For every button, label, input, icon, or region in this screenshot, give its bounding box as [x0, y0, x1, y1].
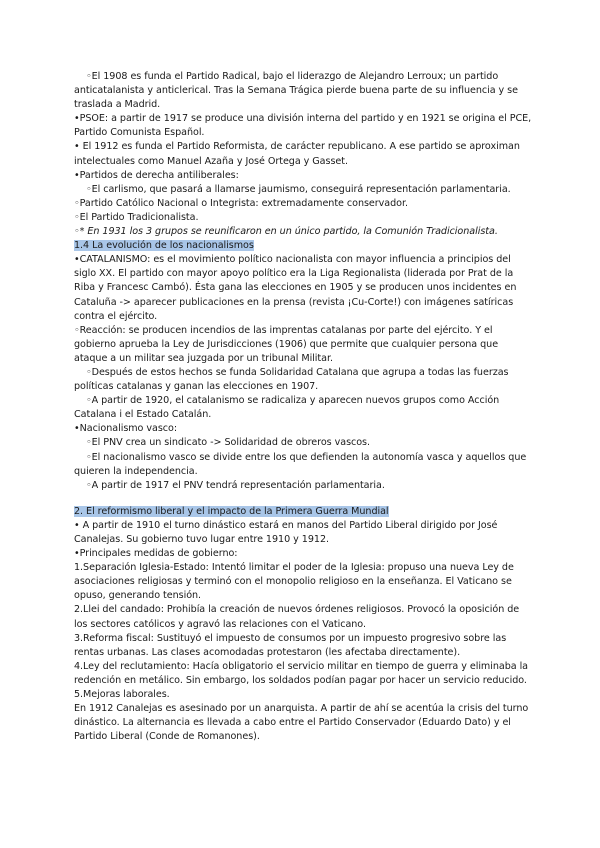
- text-line-content: •CATALANISMO: es el movimiento político nacionalista con mayor influencia a principios del: [74, 254, 511, 266]
- section-heading-text: 2. El reformismo liberal y el impacto de la Primera Guerra Mundial: [74, 505, 389, 517]
- text-line-content: opuso, generando tensión.: [74, 590, 202, 602]
- text-line-content: •Principales medidas de gobierno:: [74, 548, 238, 560]
- text-line: [74, 98, 524, 112]
- text-line: [74, 618, 524, 632]
- text-line-content: •Nacionalismo vasco:: [74, 423, 178, 435]
- text-line: [74, 716, 524, 730]
- text-line-content: quieren la independencia.: [74, 465, 198, 477]
- text-line-content: los sectores católicos y agravó las relaciones con el Vaticano.: [74, 618, 366, 630]
- text-line: [74, 730, 524, 744]
- text-line-content: asociaciones religiosas y terminó con el monopolio religioso en la enseñanza. El Vaticano se: [74, 576, 512, 588]
- text-line-content: En 1912 Canalejas es asesinado por un anarquista. A partir de ahí se acentúa la crisis del turno: [74, 703, 529, 715]
- section-gap: [74, 493, 524, 505]
- section-heading: [74, 239, 524, 253]
- text-line-content: ◦El Partido Tradicionalista.: [74, 211, 199, 223]
- text-line: [74, 674, 527, 688]
- text-block-partidos-nacionalismos: [74, 70, 532, 493]
- text-line: [74, 197, 524, 211]
- text-line: [74, 660, 529, 674]
- text-line-content: contra el ejército.: [74, 310, 158, 322]
- text-line: [74, 436, 524, 450]
- text-line: [74, 519, 524, 533]
- text-line: [74, 155, 524, 169]
- text-line: [74, 267, 524, 281]
- text-line: [74, 632, 524, 646]
- text-line-content: ◦Después de estos hechos se funda Solidaridad Catalana que agrupa a todas las fuerzas: [86, 366, 509, 378]
- text-line: [74, 533, 524, 547]
- text-line: [74, 561, 524, 575]
- text-line-content: gobierno aprueba la Ley de Jurisdicciones (1906) que permite que cualquier persona que: [74, 338, 499, 350]
- text-line-content: ◦El nacionalismo vasco se divide entre los que defienden la autonomía vasca y aquellos que: [86, 451, 527, 463]
- document-page: [74, 70, 532, 744]
- text-line: [74, 70, 524, 84]
- text-line: [74, 225, 524, 239]
- text-line-content: Cataluña -> aparecer publicaciones en la prensa (revista ¡Cu-Corte!) con imágenes satíricas: [74, 296, 514, 308]
- text-line-content: ◦El PNV crea un sindicato -> Solidaridad de obreros vascos.: [86, 437, 371, 449]
- text-line-content: intelectuales como Manuel Azaña y José Ortega y Gasset.: [74, 155, 348, 167]
- text-line: [74, 688, 524, 702]
- text-line-content: rentas urbanas. Las clases acomodadas protestaron (les afectaba directamente).: [74, 646, 461, 658]
- text-line: [74, 465, 524, 479]
- section-heading-text: 1.4 La evolución de los nacionalismos: [74, 240, 254, 252]
- text-line: [74, 380, 524, 394]
- text-line: [74, 281, 524, 295]
- text-line-content: ◦A partir de 1920, el catalanismo se radicaliza y aparecen nuevos grupos como Acción: [86, 395, 500, 407]
- text-line-content: siglo XX. El partido con mayor apoyo político era la Liga Regionalista (liderada por Prat de la: [74, 268, 514, 280]
- text-line-content: traslada a Madrid.: [74, 99, 161, 111]
- text-line-content: • A partir de 1910 el turno dinástico estará en manos del Partido Liberal dirigido por José: [74, 519, 498, 531]
- text-line: [74, 603, 524, 617]
- text-block-reformismo-liberal: [74, 505, 529, 745]
- text-line-content: anticatalanista y anticlerical. Tras la Semana Trágica pierde buena parte de su influencia y se: [74, 85, 518, 97]
- text-line: [74, 84, 524, 98]
- text-line-content: 1.Separación Iglesia-Estado: Intentó limitar el poder de la Iglesia: propuso una nueva Ley de: [74, 562, 514, 574]
- text-line-content: ◦Reacción: se producen incendios de las imprentas catalanas por parte del ejército. Y el: [74, 324, 493, 336]
- text-line: [74, 183, 524, 197]
- text-line: [74, 547, 524, 561]
- text-line-content: ◦A partir de 1917 el PNV tendrá representación parlamentaria.: [86, 479, 385, 491]
- text-line-content: ◦* En 1931 los 3 grupos se reunificaron en un único partido, la Comunión Tradicionalista.: [74, 226, 498, 238]
- text-line-content: ◦El 1908 es funda el Partido Radical, bajo el liderazgo de Alejandro Lerroux; un partido: [86, 71, 499, 82]
- text-line: [74, 338, 524, 352]
- text-line: [74, 479, 524, 493]
- text-line: [74, 451, 527, 465]
- text-line-content: Partido Liberal (Conde de Romanones).: [74, 731, 260, 743]
- text-line-content: Riba y Francesc Cambó). Ésta gana las elecciones en 1905 y se producen unos incidentes en: [74, 282, 517, 294]
- text-line: [74, 408, 524, 422]
- text-line: [74, 169, 524, 183]
- section-heading: [74, 505, 524, 519]
- text-line: [74, 575, 524, 589]
- text-line: [74, 253, 524, 267]
- text-line: [74, 324, 524, 338]
- text-line: [74, 702, 529, 716]
- text-line-content: ataque a un militar sea juzgada por un tribunal Militar.: [74, 352, 333, 364]
- text-line-content: •Partidos de derecha antiliberales:: [74, 169, 239, 181]
- text-line: [74, 394, 524, 408]
- text-line-content: dinástico. La alternancia es llevada a cabo entre el Partido Conservador (Eduardo Dato) y el: [74, 717, 511, 729]
- text-line-content: 5.Mejoras laborales.: [74, 689, 170, 701]
- text-line-content: ◦El carlismo, que pasará a llamarse jaumismo, conseguirá representación parlamentaria.: [86, 183, 511, 195]
- text-line: [74, 140, 524, 154]
- text-line: [74, 366, 524, 380]
- text-line-content: políticas catalanas y ganan las elecciones en 1907.: [74, 381, 319, 393]
- text-line-content: Catalana i el Estado Catalán.: [74, 409, 212, 421]
- text-line: [74, 126, 524, 140]
- text-line: [74, 422, 524, 436]
- text-line: [74, 646, 524, 660]
- text-line-content: 3.Reforma fiscal: Sustituyó el impuesto de consumos por un impuesto progresivo sobre las: [74, 632, 507, 644]
- text-line-content: • El 1912 es funda el Partido Reformista, de carácter republicano. A ese partido se aproximan: [74, 141, 520, 153]
- text-line: [74, 211, 524, 225]
- text-line-content: 2.Llei del candado: Prohibía la creación de nuevos órdenes religiosos. Provocó la oposición de: [74, 604, 520, 616]
- text-line-content: Partido Comunista Español.: [74, 127, 205, 139]
- text-line-content: Canalejas. Su gobierno tuvo lugar entre 1910 y 1912.: [74, 534, 329, 545]
- text-line: [74, 112, 532, 126]
- text-line-content: ◦Partido Católico Nacional o Integrista: extremadamente conservador.: [74, 197, 409, 209]
- text-line: [74, 589, 524, 603]
- text-line-content: 4.Ley del reclutamiento: Hacía obligatorio el servicio militar en tiempo de guerra y eliminaba la: [74, 660, 529, 672]
- text-line: [74, 310, 524, 324]
- text-line-content: redención en metálico. Sin embargo, los soldados podían pagar por hacer un servicio reducido.: [74, 674, 527, 686]
- text-line: [74, 296, 524, 310]
- text-line: [74, 352, 524, 366]
- text-line-content: •PSOE: a partir de 1917 se produce una división interna del partido y en 1921 se origina el PCE,: [74, 113, 532, 125]
